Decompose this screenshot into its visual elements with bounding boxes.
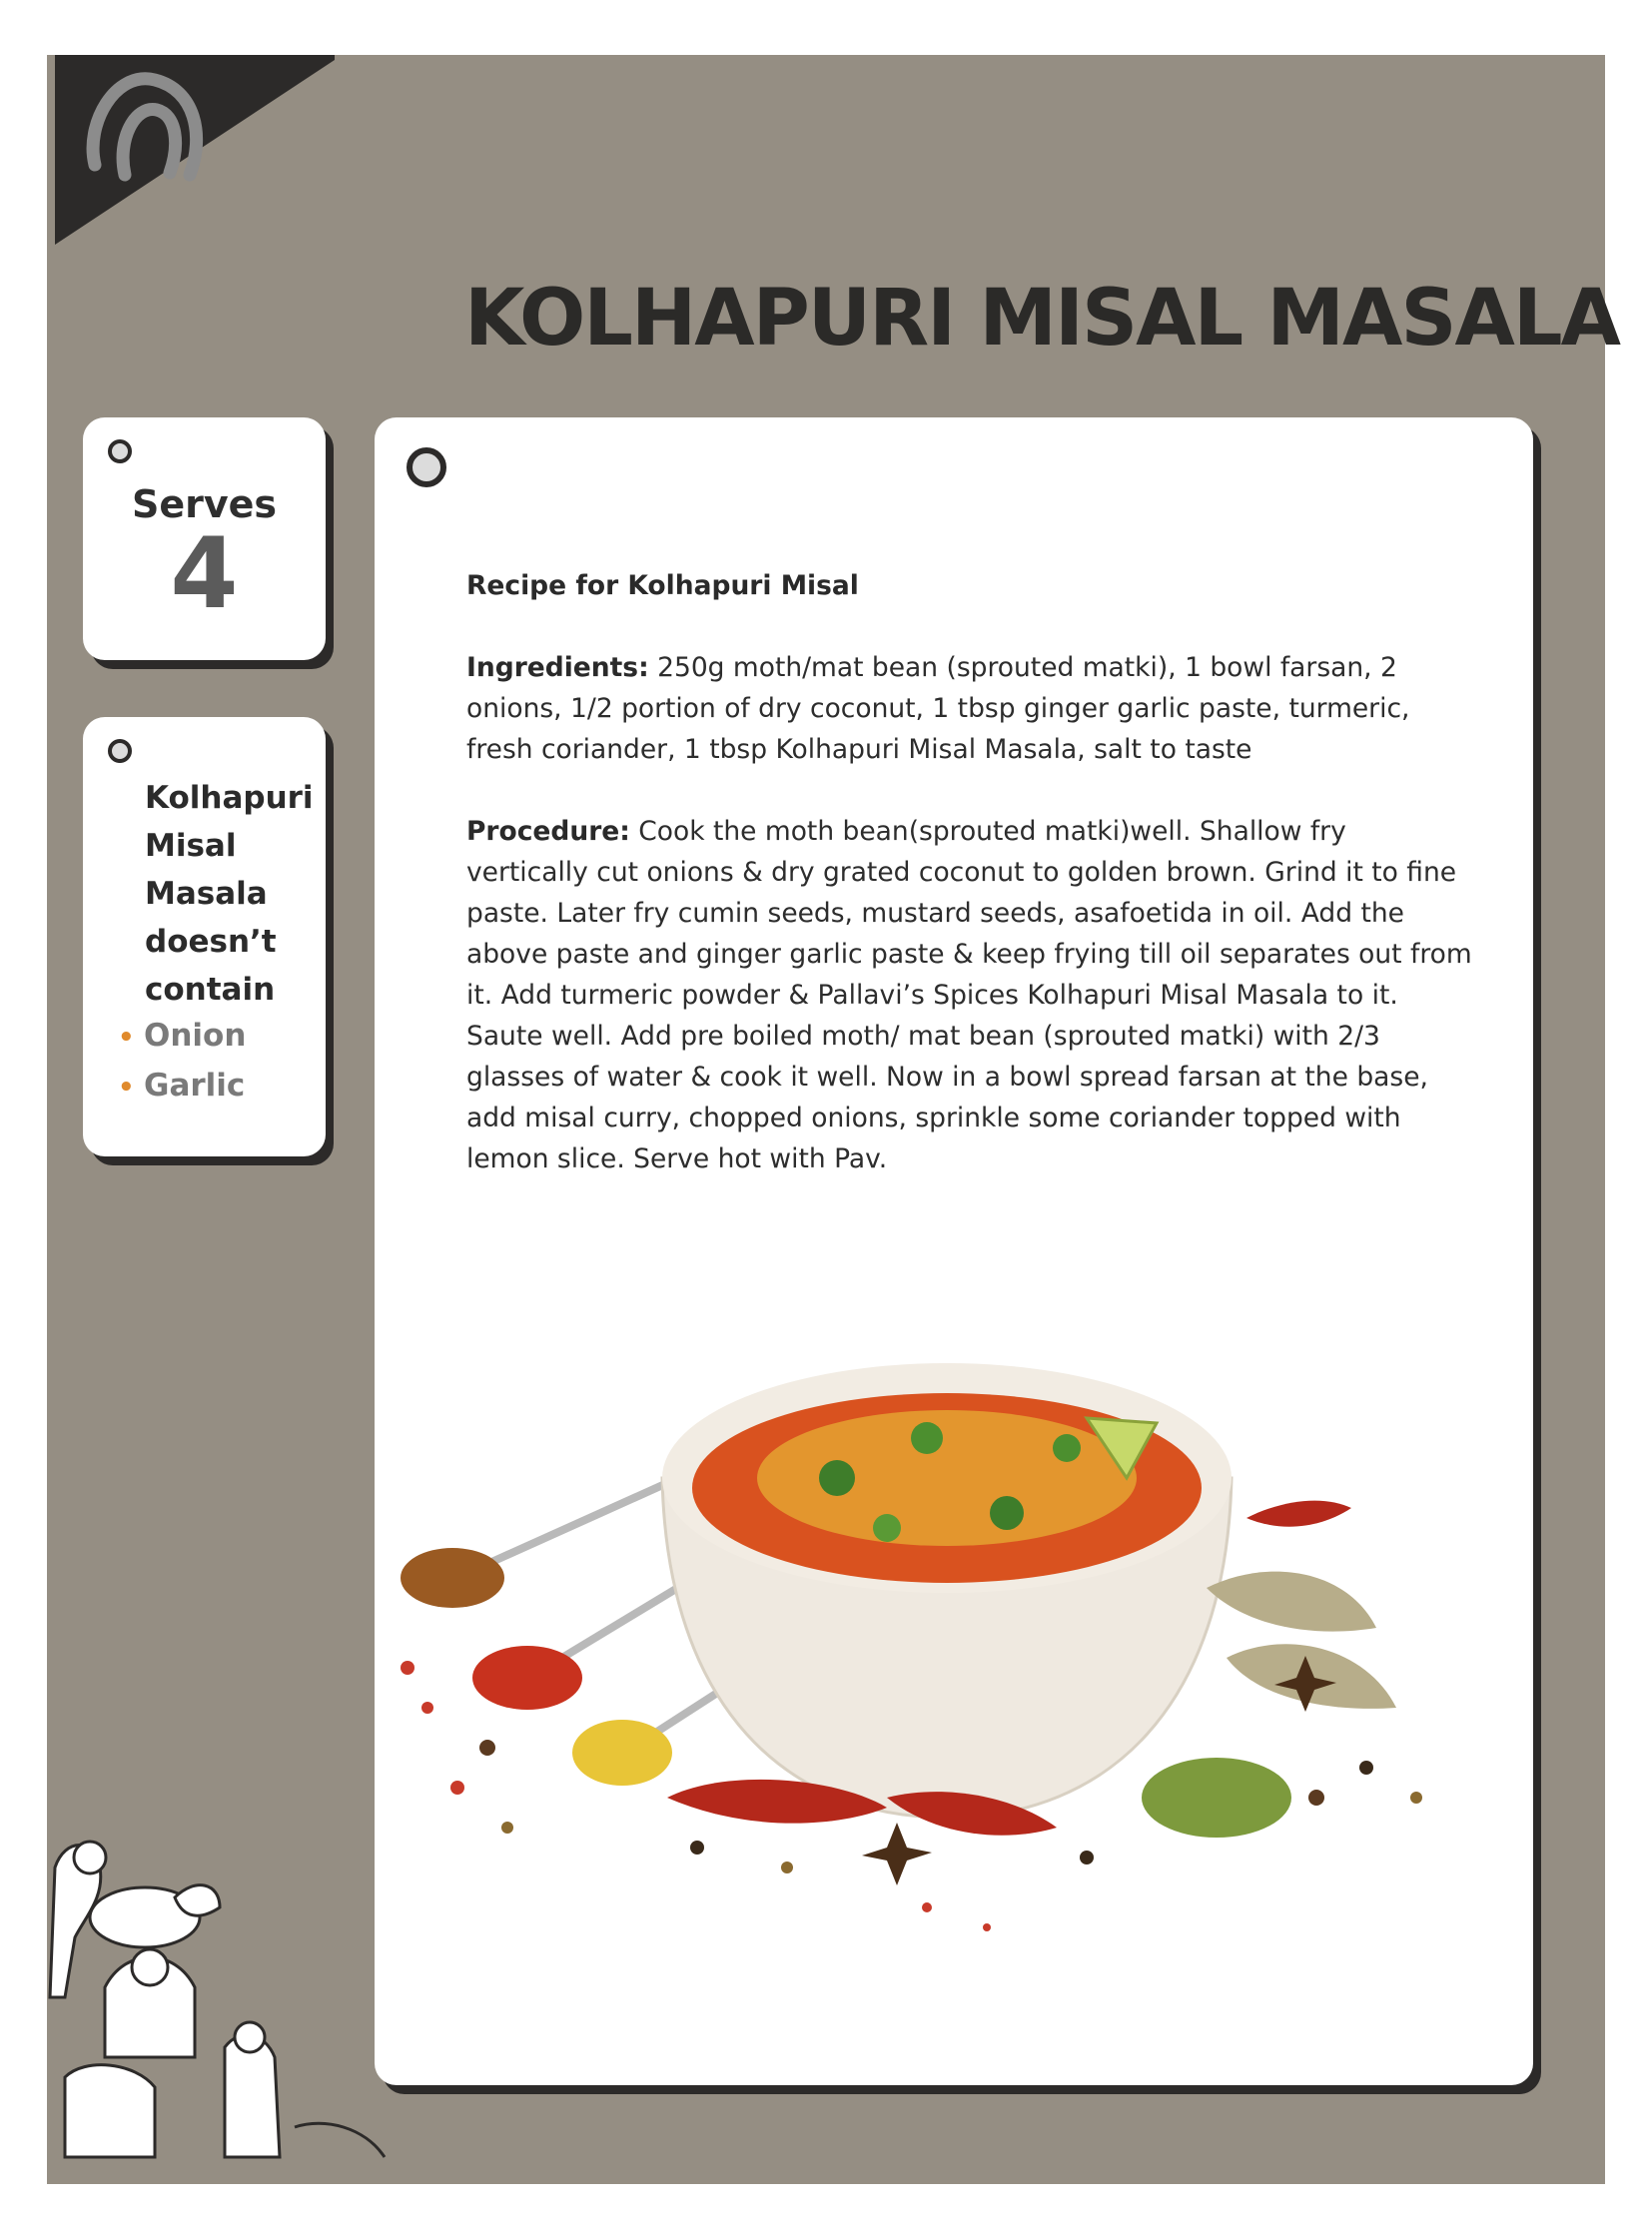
serves-number: 4 — [170, 517, 239, 631]
food-image — [368, 1328, 1486, 1947]
recipe-body — [466, 565, 1475, 1220]
bullet-icon: • — [118, 1073, 135, 1103]
page-title: KOLHAPURI MISAL MASALA — [464, 274, 1619, 364]
card-hole-icon — [108, 439, 132, 463]
herb-pile-icon — [1142, 1758, 1291, 1838]
recipe-heading: Recipe for Kolhapuri Misal — [466, 570, 859, 601]
serves-card — [83, 417, 326, 660]
list-item — [118, 1012, 246, 1062]
list-item-label: Garlic — [144, 1068, 246, 1104]
bullet-icon: • — [118, 1023, 135, 1053]
procedure-label: Procedure: — [466, 816, 630, 847]
serves-label: Serves — [131, 482, 278, 526]
note-text: Kolhapuri Misal Masala doesn’t contain — [145, 780, 314, 1008]
village-sketch-illustration — [45, 1828, 405, 2187]
ingredients-text: 250g moth/mat bean (sprouted matki), 1 bowl farsan, 2 onions, 1/2 portion of dry coconut, 1 tbsp ginger garlic paste, turmeric, fresh coriander, 1 tbsp Kolhapuri Misal Masala, salt to taste — [466, 652, 1410, 765]
note-card — [83, 717, 326, 1156]
corner-clip-decoration — [55, 55, 335, 245]
ingredients-label: Ingredients: — [466, 652, 649, 683]
procedure-text: Cook the moth bean(sprouted matki)well. Shallow fry vertically cut onions & dry grated coconut to golden brown. Grind it to fine paste. Later fry cumin seeds, mustard seeds, asafoetida in oil. Add the above paste and ginger garlic paste & keep frying till oil separates out from it. Add turmeric powder & Pallavi’s Spices Kolhapuri Misal Masala to it. Saute well. Add pre boiled moth/ mat bean (sprouted matki) with 2/3 glasses of water & cook it well. Now in a bowl spread farsan at the base, add misal curry, chopped onions, sprinkle some coriander topped with lemon slice. Serve hot with Pav. — [466, 816, 1472, 1174]
note-list — [118, 1012, 246, 1112]
list-item-label: Onion — [144, 1018, 247, 1054]
card-hole-icon — [108, 739, 132, 763]
misal-bowl-icon — [662, 1363, 1232, 1818]
list-item — [118, 1062, 246, 1112]
card-hole-icon — [407, 447, 446, 487]
